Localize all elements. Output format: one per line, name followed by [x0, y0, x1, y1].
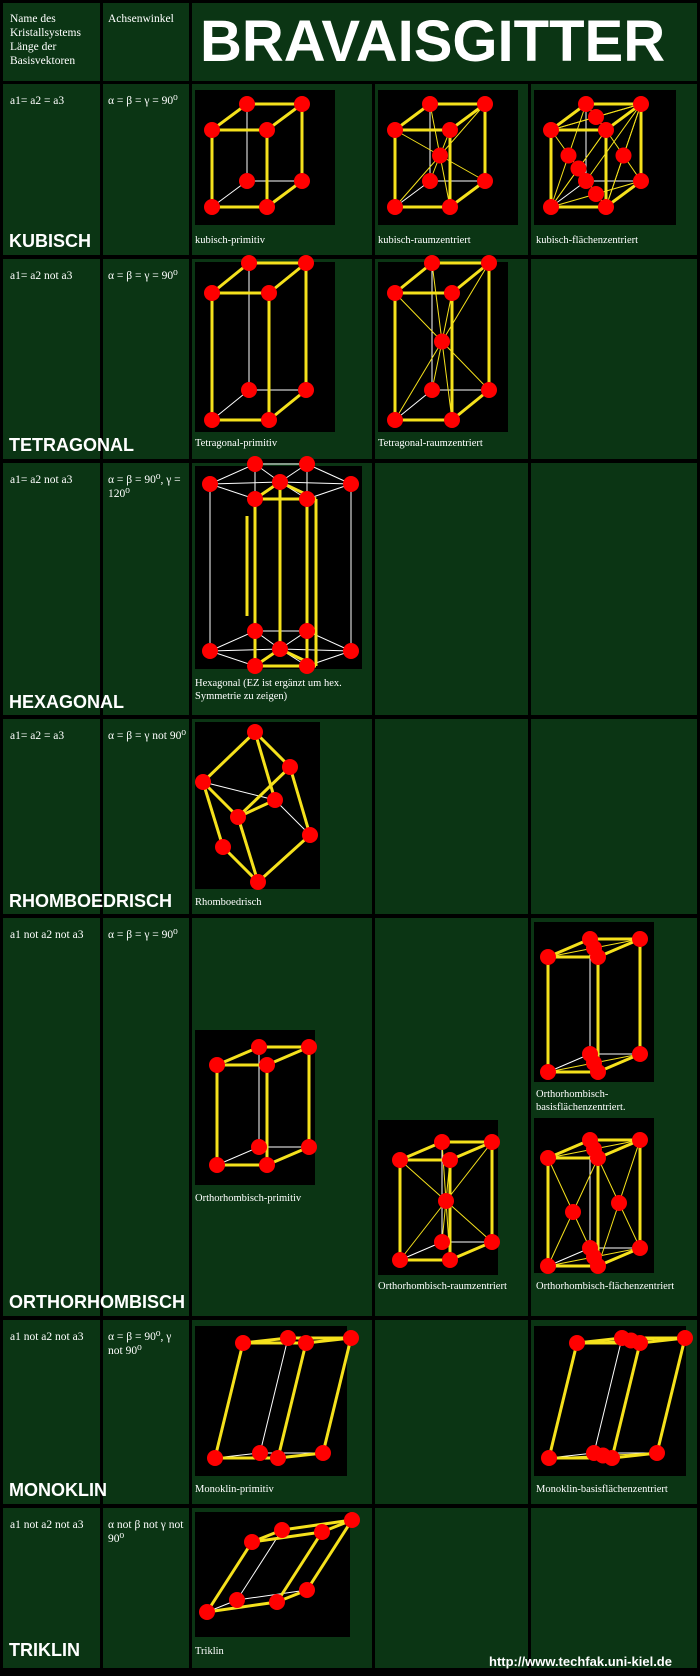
lattice-atom: [481, 255, 497, 271]
lattice-figure: [195, 262, 335, 432]
lattice-atom: [481, 382, 497, 398]
lattice-atom: [259, 122, 275, 138]
lattice-atom: [588, 186, 604, 202]
lattice-atom: [632, 931, 648, 947]
lattice-atom: [229, 1592, 245, 1608]
lattice-edge: [432, 263, 442, 342]
footer-url[interactable]: http://www.techfak.uni-kiel.de: [489, 1654, 672, 1669]
lattice-atom: [343, 643, 359, 659]
lattice-atom: [298, 255, 314, 271]
lattice-atom: [250, 874, 266, 890]
lattice-svg: [534, 90, 676, 225]
figure-caption: Orthorhombisch-raumzentriert: [378, 1281, 507, 1292]
lattice-figure: [195, 466, 362, 669]
lattice-atom: [344, 1512, 360, 1528]
row-system-name: HEXAGONAL: [9, 692, 125, 712]
table-cell: [3, 719, 100, 914]
lattice-atom: [241, 255, 257, 271]
lattice-edge: [395, 293, 442, 342]
lattice-svg: [378, 90, 518, 225]
figure-caption: Monoklin-primitiv: [195, 1484, 274, 1495]
lattice-atom: [632, 1240, 648, 1256]
lattice-atom: [259, 199, 275, 215]
row-angles: α = β = γ = 90⁰: [108, 95, 178, 107]
lattice-svg: [195, 90, 335, 225]
row-lengths: a1= a2 = a3: [10, 730, 65, 742]
table-cell: [375, 1320, 528, 1504]
lattice-atom: [239, 173, 255, 189]
lattice-atom: [247, 456, 263, 472]
row-angles: α = β = γ = 90⁰: [108, 270, 178, 282]
lattice-atom: [315, 1445, 331, 1461]
lattice-atom: [444, 285, 460, 301]
lattice-atom: [209, 1057, 225, 1073]
lattice-atom: [301, 1139, 317, 1155]
lattice-svg: [195, 722, 320, 889]
lattice-atom: [247, 491, 263, 507]
lattice-atom: [569, 1335, 585, 1351]
header-name-label: Name des Kristallsystems Länge der Basisvektoren: [10, 13, 81, 67]
row-lengths: a1 not a2 not a3: [10, 1331, 84, 1343]
lattice-edge: [400, 1201, 446, 1260]
lattice-atom: [484, 1134, 500, 1150]
lattice-atom: [561, 148, 577, 164]
lattice-edge: [258, 835, 310, 882]
lattice-atom: [424, 382, 440, 398]
lattice-atom: [204, 285, 220, 301]
lattice-atom: [241, 382, 257, 398]
lattice-atom: [477, 96, 493, 112]
lattice-atom: [586, 940, 602, 956]
figure-caption: kubisch-flächenzentriert: [536, 235, 639, 246]
lattice-atom: [588, 109, 604, 125]
lattice-atom: [235, 1335, 251, 1351]
figure-caption: kubisch-raumzentriert: [378, 235, 471, 246]
lattice-atom: [540, 1150, 556, 1166]
lattice-atom: [251, 1039, 267, 1055]
table-cell: [3, 84, 100, 255]
lattice-svg: [378, 1120, 498, 1275]
lattice-atom: [299, 456, 315, 472]
lattice-figure: [195, 722, 320, 889]
row-lengths: a1 not a2 not a3: [10, 929, 84, 941]
table-cell: [3, 918, 100, 1316]
lattice-atom: [294, 96, 310, 112]
lattice-figure: [534, 922, 654, 1082]
lattice-atom: [269, 1594, 285, 1610]
lattice-svg: [534, 922, 654, 1082]
lattice-svg: [534, 1326, 686, 1476]
lattice-atom: [387, 122, 403, 138]
lattice-atom: [204, 199, 220, 215]
lattice-figure: [534, 1326, 686, 1476]
lattice-atom: [252, 1445, 268, 1461]
lattice-atom: [422, 173, 438, 189]
lattice-atom: [247, 724, 263, 740]
table-cell: [103, 918, 189, 1316]
lattice-atom: [541, 1450, 557, 1466]
lattice-atom: [434, 334, 450, 350]
lattice-atom: [565, 1204, 581, 1220]
lattice-figure: [534, 90, 676, 225]
lattice-edge: [323, 1338, 351, 1453]
lattice-atom: [571, 161, 587, 177]
lattice-edge: [446, 1201, 492, 1242]
lattice-atom: [209, 1157, 225, 1173]
lattice-atom: [633, 173, 649, 189]
lattice-atom: [434, 1234, 450, 1250]
lattice-atom: [251, 1139, 267, 1155]
row-system-name: RHOMBOEDRISCH: [9, 891, 173, 911]
lattice-atom: [267, 792, 283, 808]
lattice-atom: [298, 1335, 314, 1351]
lattice-edge: [203, 732, 255, 782]
lattice-atom: [274, 1522, 290, 1538]
lattice-atom: [294, 173, 310, 189]
lattice-atom: [195, 774, 211, 790]
lattice-atom: [299, 658, 315, 674]
lattice-atom: [677, 1330, 693, 1346]
lattice-atom: [244, 1534, 260, 1550]
lattice-edge: [549, 1343, 577, 1458]
lattice-atom: [422, 96, 438, 112]
lattice-atom: [586, 1249, 602, 1265]
lattice-edge: [400, 1160, 446, 1201]
lattice-atom: [598, 122, 614, 138]
lattice-atom: [633, 96, 649, 112]
lattice-atom: [298, 382, 314, 398]
lattice-atom: [616, 148, 632, 164]
lattice-svg: [195, 262, 335, 432]
lattice-atom: [432, 148, 448, 164]
lattice-atom: [343, 1330, 359, 1346]
lattice-atom: [261, 412, 277, 428]
table-cell: [375, 1508, 528, 1668]
figure-caption: Orthorhombisch-flächenzentriert: [536, 1281, 675, 1292]
lattice-atom: [261, 285, 277, 301]
lattice-atom: [314, 1524, 330, 1540]
lattice-atom: [387, 285, 403, 301]
lattice-atom: [578, 96, 594, 112]
lattice-atom: [272, 474, 288, 490]
figure-caption: Orthorhombisch-primitiv: [195, 1193, 302, 1204]
lattice-atom: [424, 255, 440, 271]
row-lengths: a1= a2 = a3: [10, 95, 65, 107]
page-title: BRAVAISGITTER: [200, 9, 666, 74]
lattice-atom: [301, 1039, 317, 1055]
table-cell: [375, 719, 528, 914]
lattice-atom: [649, 1445, 665, 1461]
row-lengths: a1= a2 not a3: [10, 270, 73, 282]
lattice-atom: [204, 412, 220, 428]
lattice-atom: [442, 122, 458, 138]
row-system-name: TRIKLIN: [9, 1640, 80, 1660]
figure-caption: Monoklin-basisflächenzentriert: [536, 1484, 668, 1495]
lattice-atom: [299, 623, 315, 639]
lattice-atom: [302, 827, 318, 843]
lattice-atom: [282, 759, 298, 775]
hex-edge: [210, 649, 280, 651]
lattice-atom: [204, 122, 220, 138]
row-system-name: ORTHORHOMBISCH: [9, 1292, 185, 1312]
lattice-atom: [623, 1333, 639, 1349]
lattice-atom: [387, 412, 403, 428]
lattice-svg: [534, 1118, 654, 1273]
lattice-edge: [215, 1343, 243, 1458]
lattice-atom: [299, 1582, 315, 1598]
table-cell: [103, 719, 189, 914]
lattice-svg: [195, 1326, 347, 1476]
lattice-atom: [280, 1330, 296, 1346]
lattice-atom: [543, 199, 559, 215]
lattice-atom: [202, 643, 218, 659]
table-cell: [103, 84, 189, 255]
lattice-figure: [195, 90, 335, 225]
lattice-atom: [239, 96, 255, 112]
lattice-atom: [540, 1258, 556, 1274]
row-system-name: KUBISCH: [9, 231, 92, 251]
lattice-figure: [195, 1512, 350, 1637]
lattice-atom: [442, 1152, 458, 1168]
lattice-atom: [484, 1234, 500, 1250]
table-cell: [3, 463, 100, 715]
lattice-figure: [195, 1030, 315, 1185]
row-system-name: TETRAGONAL: [9, 435, 134, 455]
row-lengths: a1= a2 not a3: [10, 474, 73, 486]
lattice-atom: [442, 199, 458, 215]
row-angles: α = β = γ = 90⁰: [108, 929, 178, 941]
lattice-atom: [586, 1141, 602, 1157]
row-angles: α = β = 90⁰, γ = 120⁰: [108, 474, 181, 500]
lattice-atom: [434, 1134, 450, 1150]
lattice-atom: [247, 623, 263, 639]
lattice-atom: [540, 1064, 556, 1080]
table-cell: [531, 719, 697, 914]
lattice-figure: [378, 262, 508, 432]
lattice-edge: [395, 342, 442, 421]
table-cell: [531, 259, 697, 459]
lattice-atom: [392, 1152, 408, 1168]
lattice-atom: [442, 1252, 458, 1268]
table-cell: [375, 463, 528, 715]
figure-caption: kubisch-primitiv: [195, 235, 265, 246]
figure-caption: Orthorhombisch-basisflächenzentriert.: [536, 1089, 626, 1113]
table-cell: [3, 1320, 100, 1504]
table-cell: [103, 259, 189, 459]
lattice-atom: [586, 1055, 602, 1071]
header-angle-label: Achsenwinkel: [108, 13, 174, 25]
lattice-atom: [299, 491, 315, 507]
lattice-atom: [392, 1252, 408, 1268]
lattice-atom: [540, 949, 556, 965]
lattice-atom: [387, 199, 403, 215]
table-cell: [531, 1508, 697, 1668]
figure-caption: Tetragonal-primitiv: [195, 438, 278, 449]
lattice-edge: [442, 263, 489, 342]
lattice-atom: [247, 658, 263, 674]
lattice-figure: [195, 1326, 347, 1476]
lattice-atom: [444, 412, 460, 428]
hex-edge: [210, 482, 280, 484]
figure-caption: Rhomboedrisch: [195, 897, 262, 908]
lattice-edge: [657, 1338, 685, 1453]
lattice-edge: [442, 1142, 446, 1201]
figure-caption: Tetragonal-raumzentriert: [378, 438, 483, 449]
lattice-svg: [195, 466, 362, 669]
lattice-atom: [632, 1132, 648, 1148]
lattice-atom: [611, 1195, 627, 1211]
lattice-atom: [230, 809, 246, 825]
lattice-svg: [195, 1512, 350, 1637]
lattice-atom: [272, 641, 288, 657]
table-cell: [3, 259, 100, 459]
lattice-figure: [378, 1120, 498, 1275]
lattice-atom: [632, 1046, 648, 1062]
row-angles: α not β not γ not 90⁰: [108, 1519, 184, 1545]
lattice-edge: [442, 342, 489, 391]
table-cell: [531, 463, 697, 715]
lattice-atom: [207, 1450, 223, 1466]
lattice-atom: [477, 173, 493, 189]
lattice-figure: [534, 1118, 654, 1273]
hex-edge: [280, 482, 351, 484]
row-lengths: a1 not a2 not a3: [10, 1519, 84, 1531]
lattice-atom: [259, 1057, 275, 1073]
lattice-edge: [238, 767, 290, 817]
row-angles: α = β = γ not 90⁰: [108, 730, 186, 742]
lattice-atom: [202, 476, 218, 492]
lattice-figure: [378, 90, 518, 225]
row-angles: α = β = 90⁰, γ not 90⁰: [108, 1331, 172, 1357]
row-system-name: MONOKLIN: [9, 1480, 107, 1500]
lattice-atom: [438, 1193, 454, 1209]
lattice-svg: [195, 1030, 315, 1185]
lattice-atom: [598, 199, 614, 215]
lattice-atom: [543, 122, 559, 138]
lattice-atom: [199, 1604, 215, 1620]
figure-caption: Hexagonal (EZ ist ergänzt um hex. Symmetrie zu zeigen): [195, 678, 342, 702]
lattice-atom: [259, 1157, 275, 1173]
lattice-atom: [270, 1450, 286, 1466]
lattice-atom: [595, 1448, 611, 1464]
figure-caption: Triklin: [195, 1646, 224, 1657]
lattice-atom: [215, 839, 231, 855]
lattice-atom: [343, 476, 359, 492]
lattice-svg: [378, 262, 508, 432]
